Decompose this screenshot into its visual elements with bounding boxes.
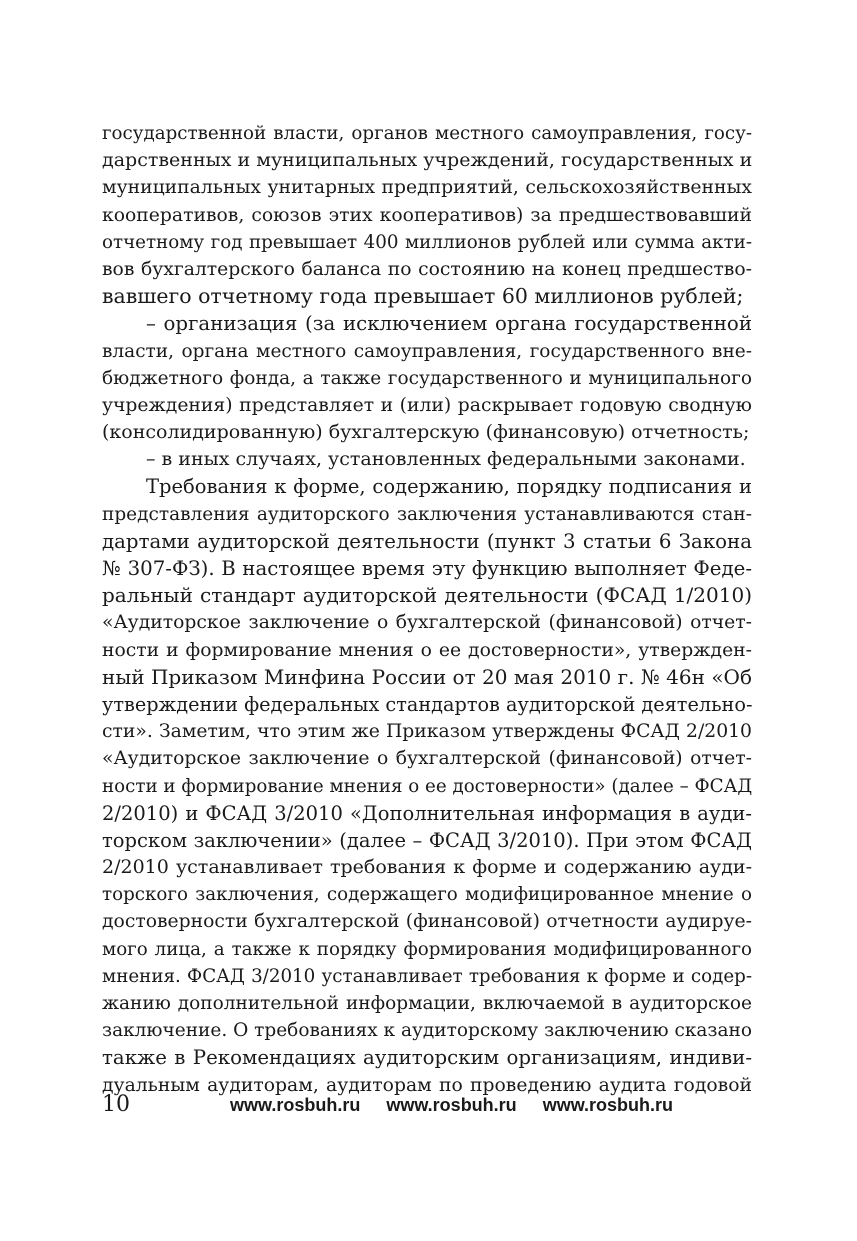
- text-line: вавшего отчетному года превышает 60 миллионов рублей;: [102, 284, 744, 309]
- site-link[interactable]: www.rosbuh.ru: [542, 1095, 674, 1115]
- text-line: «Аудиторское заключение о бухгалтерской (финансовой) отчет-: [102, 748, 752, 770]
- text-line: торском заключении» (далее – ФСАД 3/2010). При этом ФСАД: [102, 828, 752, 852]
- text-line: утверждении федеральных стандартов аудиторской деятельно-: [102, 692, 753, 716]
- text-line: государственной власти, органов местного самоуправления, госу-: [102, 123, 752, 144]
- page-number: 10: [102, 1092, 130, 1117]
- text-line: (консолидированную) бухгалтерскую (финансовую) отчетность;: [102, 421, 750, 444]
- site-link[interactable]: www.rosbuh.ru: [386, 1095, 517, 1115]
- text-line: Требования к форме, содержанию, порядку подписания и: [146, 475, 752, 499]
- text-line: дартами аудиторской деятельности (пункт 3 статьи 6 Закона: [102, 529, 752, 553]
- text-line: – организация (за исключением органа государственной: [146, 312, 752, 336]
- page-footer: [102, 1090, 752, 1120]
- text-line: 2/2010 устанавливает требования к форме и содержанию ауди-: [102, 856, 752, 879]
- text-line: ный Приказом Минфина России от 20 мая 2010 г. № 46н «Об: [102, 664, 752, 689]
- text-line: «Аудиторское заключение о бухгалтерской (финансовой) отчет-: [102, 612, 752, 634]
- text-line: муниципальных унитарных предприятий, сельскохозяйственных: [102, 177, 752, 199]
- text-line: дуальным аудиторам, аудиторам по проведению аудита годовой: [102, 1074, 752, 1096]
- text-line: ности и формирование мнения о ее достоверности», утвержден-: [102, 639, 752, 661]
- text-line: отчетному год превышает 400 миллионов рублей или сумма акти-: [102, 231, 752, 253]
- text-line: 2/2010) и ФСАД 3/2010 «Дополнительная информация в ауди-: [102, 801, 752, 825]
- text-line: дарственных и муниципальных учреждений, государственных и: [102, 149, 753, 172]
- text-line: ности и формирование мнения о ее достоверности» (далее – ФСАД: [102, 775, 753, 797]
- text-line: бюджетного фонда, а также государственного и муниципального: [102, 367, 752, 389]
- text-line: власти, органа местного самоуправления, государственного вне-: [102, 340, 752, 362]
- footer-links: [230, 1090, 673, 1120]
- text-line: сти». Заметим, что этим же Приказом утверждены ФСАД 2/2010: [102, 721, 752, 743]
- text-line: № 307-ФЗ). В настоящее время эту функцию выполняет Феде-: [102, 557, 752, 580]
- text-line: достоверности бухгалтерской (финансовой) отчетности аудируе-: [102, 911, 752, 933]
- text-line: также в Рекомендациях аудиторским организациям, индиви-: [102, 1046, 752, 1070]
- text-line: жанию дополнительной информации, включаемой в аудиторское: [102, 993, 752, 1014]
- site-link[interactable]: www.rosbuh.ru: [230, 1095, 361, 1115]
- text-line: мнения. ФСАД 3/2010 устанавливает требования к форме и содер-: [102, 965, 752, 987]
- page-body: [102, 120, 752, 1099]
- text-line: ральный стандарт аудиторской деятельности (ФСАД 1/2010): [102, 583, 752, 608]
- text-line: учреждения) представляет и (или) раскрывает годовую сводную: [102, 394, 752, 416]
- text-line: торского заключения, содержащего модифицированное мнение о: [102, 884, 752, 906]
- text-line: вов бухгалтерского баланса по состоянию на конец предшество-: [102, 258, 752, 280]
- text-line: заключение. О требованиях к аудиторскому заключению сказано: [102, 1020, 752, 1042]
- text-line: представления аудиторского заключения устанавливаются стан-: [102, 503, 752, 525]
- text-line: – в иных случаях, установленных федеральными законами.: [146, 448, 746, 471]
- text-line: кооперативов, союзов этих кооперативов) за предшествовавший: [102, 204, 752, 226]
- text-line: мого лица, а также к порядку формирования модифицированного: [102, 938, 752, 960]
